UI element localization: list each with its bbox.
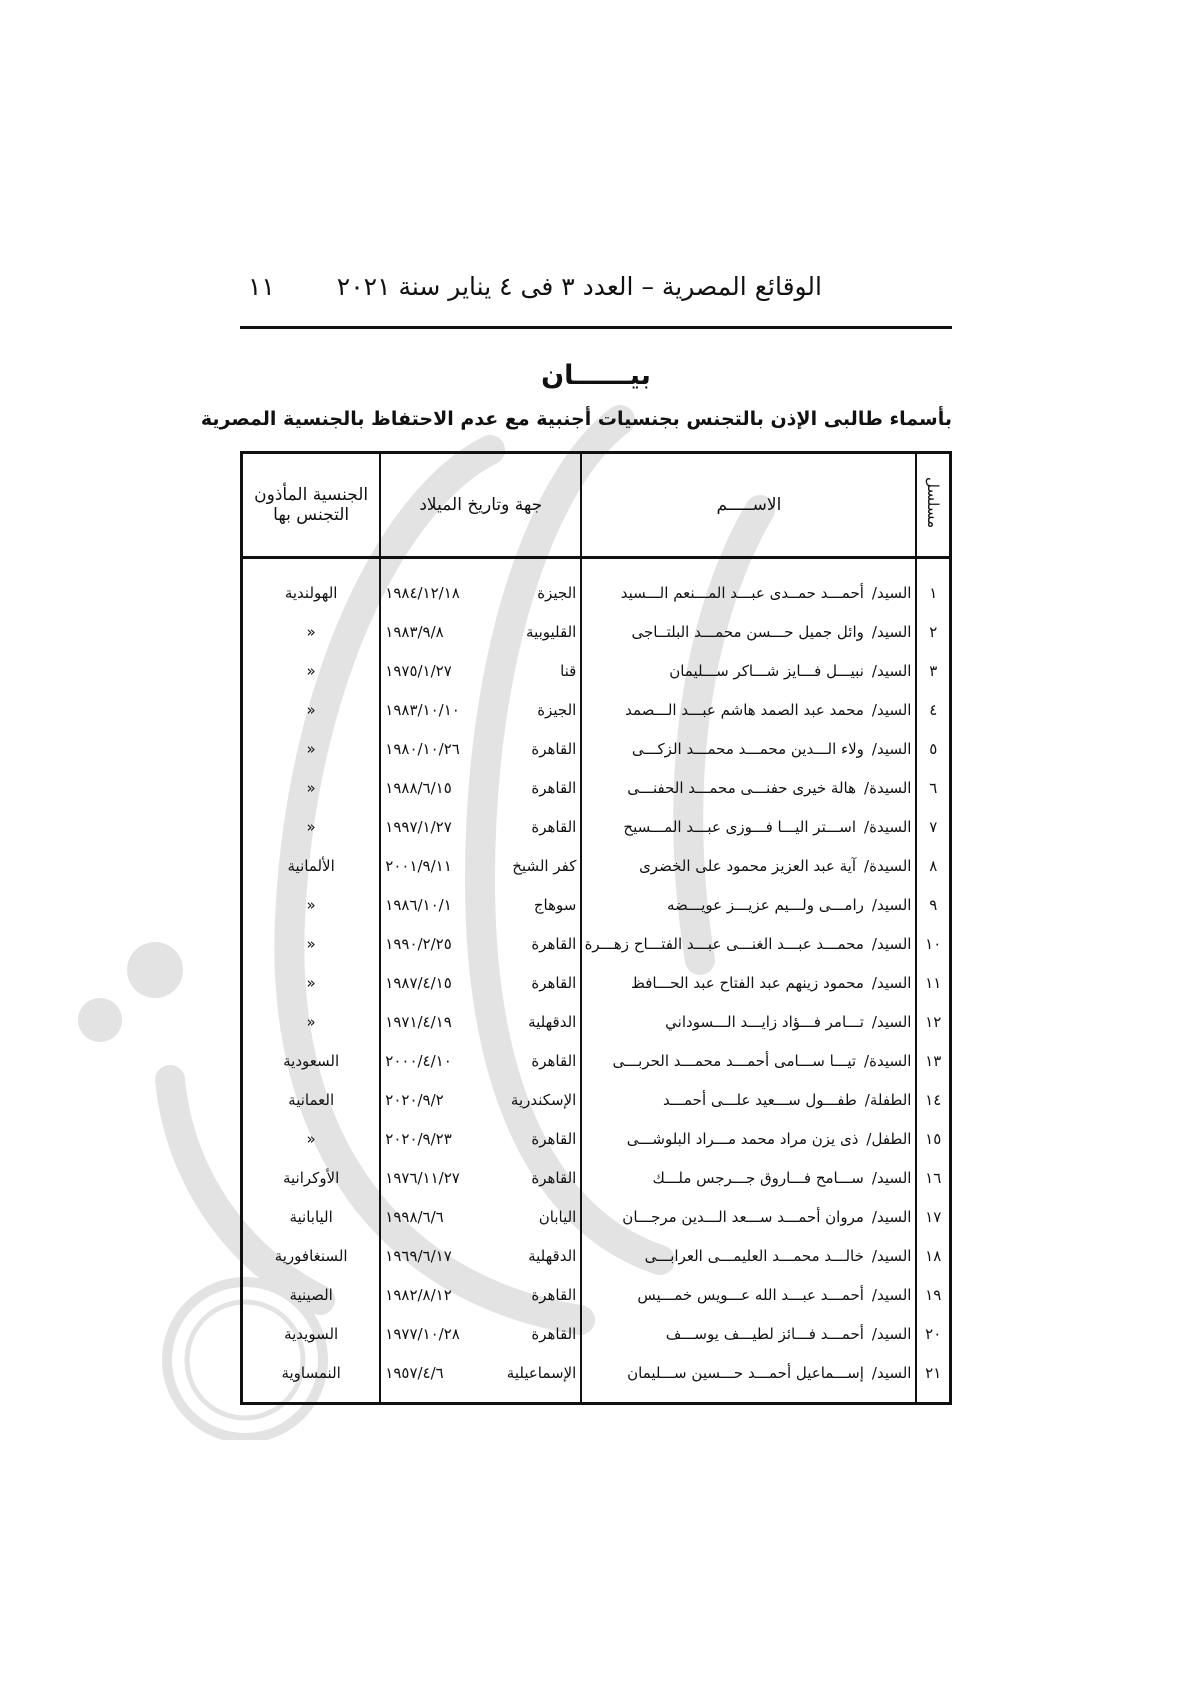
row-birth-place: القاهرة <box>531 817 577 836</box>
row-name: أحمـــد حمــدى عبـــد المـــنعم الـــسيد <box>620 583 864 602</box>
row-birth-cell <box>380 1158 581 1197</box>
row-birth-date: ١٩٩٧/١/٢٧ <box>385 817 452 836</box>
row-birth-place: كفر الشيخ <box>512 856 577 875</box>
row-nationality: « <box>242 924 381 963</box>
table-row <box>242 924 951 963</box>
row-name-cell <box>581 690 916 729</box>
row-birth-date: ١٩٨٨/٦/١٥ <box>385 778 452 797</box>
row-name-cell <box>581 963 916 1002</box>
row-serial: ٩ <box>916 885 950 924</box>
row-serial: ١٢ <box>916 1002 950 1041</box>
row-name-cell <box>581 885 916 924</box>
row-birth-place: القاهرة <box>531 1129 577 1148</box>
row-name-cell <box>581 1158 916 1197</box>
row-birth-date: ١٩٩٨/٦/٦ <box>385 1207 444 1226</box>
row-birth-place: القاهرة <box>531 934 577 953</box>
row-nationality: « <box>242 963 381 1002</box>
row-serial: ٧ <box>916 807 950 846</box>
row-serial: ٢٠ <box>916 1314 950 1353</box>
row-name-cell <box>581 768 916 807</box>
row-serial: ٥ <box>916 729 950 768</box>
row-serial: ١ <box>916 558 950 613</box>
row-nationality: الصينية <box>242 1275 381 1314</box>
row-serial: ١٩ <box>916 1275 950 1314</box>
row-name: آية عبد العزيز محمود على الخضرى <box>639 856 857 875</box>
row-name: أحمـــد فـــائز لطيـــف يوســـف <box>665 1324 864 1343</box>
row-birth-place: سوهاج <box>533 895 577 914</box>
row-name: محمـــد عبـــد الغنـــى عبـــد الفتـــاح زهـــرة <box>584 934 864 953</box>
row-birth-cell <box>380 885 581 924</box>
row-serial: ١٦ <box>916 1158 950 1197</box>
row-serial: ٤ <box>916 690 950 729</box>
table-row <box>242 651 951 690</box>
row-name-cell <box>581 558 916 613</box>
row-title: السيد/ <box>871 1324 912 1343</box>
row-title: السيد/ <box>871 1012 912 1031</box>
row-birth-cell <box>380 1353 581 1404</box>
row-serial: ١١ <box>916 963 950 1002</box>
row-birth-cell <box>380 1041 581 1080</box>
row-name-cell <box>581 1197 916 1236</box>
row-birth-cell <box>380 1080 581 1119</box>
table-row <box>242 846 951 885</box>
document-subheading: بأسماء طالبى الإذن بالتجنس بجنسيات أجنبية مع عدم الاحتفاظ بالجنسية المصرية <box>200 408 952 430</box>
row-name: مروان أحمـــد ســـعد الـــدين مرجـــان <box>622 1207 864 1226</box>
table-row <box>242 1236 951 1275</box>
row-birth-date: ١٩٧٦/١١/٢٧ <box>385 1168 460 1187</box>
table-row <box>242 690 951 729</box>
row-serial: ٢ <box>916 612 950 651</box>
row-birth-place: القاهرة <box>531 778 577 797</box>
row-birth-date: ٢٠٢٠/٩/٢ <box>385 1090 444 1109</box>
row-name-cell <box>581 924 916 963</box>
row-name-cell <box>581 612 916 651</box>
row-name: محمد عبد الصمد هاشم عبـــد الـــصمد <box>625 700 864 719</box>
row-name: نبيـــل فـــايز شـــاكر ســـليمان <box>669 661 864 680</box>
row-title: السيد/ <box>871 934 912 953</box>
row-nationality: السويدية <box>242 1314 381 1353</box>
header-birth: جهة وتاريخ الميلاد <box>380 453 581 558</box>
row-birth-cell <box>380 729 581 768</box>
row-name: إســـماعيل أحمـــد حـــسين ســـليمان <box>627 1363 864 1382</box>
row-birth-cell <box>380 1002 581 1041</box>
row-nationality: « <box>242 651 381 690</box>
row-birth-place: الدقهلية <box>528 1246 577 1265</box>
row-name: طفـــول ســـعيد علـــى أحمـــد <box>662 1090 857 1109</box>
row-serial: ١٨ <box>916 1236 950 1275</box>
row-birth-place: القاهرة <box>531 1051 577 1070</box>
row-serial: ١٣ <box>916 1041 950 1080</box>
row-name: وائل جميل حـــسن محمـــد البلتــاجى <box>631 622 864 641</box>
row-name-cell <box>581 1119 916 1158</box>
row-name-cell <box>581 651 916 690</box>
row-birth-place: الإسماعيلية <box>506 1363 577 1382</box>
row-birth-place: الجيزة <box>537 700 577 719</box>
table-row <box>242 558 951 613</box>
row-name: اســـتر اليـــا فـــوزى عبـــد المـــسيح <box>623 817 857 836</box>
table-row <box>242 1197 951 1236</box>
row-birth-date: ١٩٨٣/١٠/١٠ <box>385 700 460 719</box>
document-heading: بيــــــان <box>541 360 651 391</box>
row-name-cell <box>581 1314 916 1353</box>
row-birth-place: الجيزة <box>537 583 577 602</box>
row-name: هالة خيرى حفنـــى محمـــد الحفنـــى <box>627 778 857 797</box>
row-birth-cell <box>380 558 581 613</box>
row-nationality: الأوكرانية <box>242 1158 381 1197</box>
row-birth-place: القاهرة <box>531 1324 577 1343</box>
row-birth-cell <box>380 1275 581 1314</box>
row-nationality: الهولندية <box>242 558 381 613</box>
header-nationality: الجنسية المأذون التجنس بها <box>242 453 381 558</box>
row-birth-date: ١٩٧١/٤/١٩ <box>385 1012 452 1031</box>
row-title: الطفلة/ <box>864 1090 912 1109</box>
header-name: الاســـــم <box>581 453 916 558</box>
row-serial: ٦ <box>916 768 950 807</box>
row-name: ذى يزن مراد محمد مـــراد البلوشـــى <box>626 1129 859 1148</box>
row-name: تـــامر فـــؤاد زايـــد الـــسوداني <box>665 1012 864 1031</box>
row-birth-date: ١٩٧٧/١٠/٢٨ <box>385 1324 460 1343</box>
row-nationality: العمانية <box>242 1080 381 1119</box>
table-row <box>242 963 951 1002</box>
row-birth-place: اليابان <box>538 1207 577 1226</box>
row-title: السيد/ <box>871 739 912 758</box>
row-birth-place: القاهرة <box>531 739 577 758</box>
table-row <box>242 1314 951 1353</box>
row-serial: ١٧ <box>916 1197 950 1236</box>
row-nationality: النمساوية <box>242 1353 381 1404</box>
table-row <box>242 1275 951 1314</box>
row-nationality: « <box>242 612 381 651</box>
row-birth-date: ٢٠٠٠/٤/١٠ <box>385 1051 452 1070</box>
row-title: السيد/ <box>871 1285 912 1304</box>
table-header-row <box>242 453 951 558</box>
row-birth-date: ٢٠٠١/٩/١١ <box>385 856 452 875</box>
row-nationality: « <box>242 729 381 768</box>
row-title: السيد/ <box>871 1246 912 1265</box>
row-birth-date: ١٩٨٢/٨/١٢ <box>385 1285 452 1304</box>
row-title: السيدة/ <box>864 1051 912 1070</box>
row-name-cell <box>581 729 916 768</box>
table-row <box>242 1041 951 1080</box>
row-name-cell <box>581 807 916 846</box>
applicants-table <box>240 451 952 1405</box>
table-row <box>242 885 951 924</box>
row-nationality: « <box>242 768 381 807</box>
row-serial: ١٥ <box>916 1119 950 1158</box>
row-serial: ١٤ <box>916 1080 950 1119</box>
row-birth-date: ١٩٥٧/٤/٦ <box>385 1363 444 1382</box>
row-nationality: « <box>242 690 381 729</box>
row-birth-date: ١٩٨٧/٤/١٥ <box>385 973 452 992</box>
row-birth-date: ١٩٩٠/٢/٢٥ <box>385 934 452 953</box>
row-nationality: « <box>242 1119 381 1158</box>
table-row <box>242 729 951 768</box>
row-name-cell <box>581 1041 916 1080</box>
row-birth-cell <box>380 690 581 729</box>
row-title: السيد/ <box>871 583 912 602</box>
row-title: السيد/ <box>871 973 912 992</box>
row-serial: ٣ <box>916 651 950 690</box>
row-title: السيد/ <box>871 1207 912 1226</box>
row-birth-date: ١٩٨٠/١٠/٢٦ <box>385 739 460 758</box>
page-header <box>240 270 952 329</box>
row-birth-place: الإسكندرية <box>510 1090 577 1109</box>
row-nationality: « <box>242 885 381 924</box>
row-nationality: السعودية <box>242 1041 381 1080</box>
row-birth-place: القاهرة <box>531 1285 577 1304</box>
row-title: السيد/ <box>871 1363 912 1382</box>
row-birth-cell <box>380 1119 581 1158</box>
row-birth-cell <box>380 612 581 651</box>
row-title: السيد/ <box>871 895 912 914</box>
row-name: رامـــى ولـــيم عزيـــز عويـــضه <box>666 895 864 914</box>
page-number: ١١ <box>248 272 275 301</box>
row-serial: ٢١ <box>916 1353 950 1404</box>
row-birth-date: ١٩٨٦/١٠/١ <box>385 895 452 914</box>
row-name-cell <box>581 1275 916 1314</box>
row-birth-place: الدقهلية <box>528 1012 577 1031</box>
row-birth-place: القاهرة <box>531 973 577 992</box>
row-serial: ١٠ <box>916 924 950 963</box>
row-name: محمود زينهم عبد الفتاح عبد الحـــافظ <box>631 973 864 992</box>
row-birth-cell <box>380 807 581 846</box>
row-title: السيد/ <box>871 622 912 641</box>
row-birth-cell <box>380 768 581 807</box>
row-title: السيد/ <box>871 661 912 680</box>
row-name: خالـــد محمـــد العليمـــى العرابـــى <box>644 1246 864 1265</box>
row-birth-cell <box>380 1314 581 1353</box>
row-serial: ٨ <box>916 846 950 885</box>
row-nationality: « <box>242 807 381 846</box>
row-name: ســـامح فـــاروق جـــرجس ملـــك <box>652 1168 864 1187</box>
row-name-cell <box>581 1080 916 1119</box>
row-name: ولاء الـــدين محمـــد محمـــد الزكـــى <box>631 739 864 758</box>
row-title: السيد/ <box>871 1168 912 1187</box>
row-name-cell <box>581 1353 916 1404</box>
table-row <box>242 1353 951 1404</box>
row-title: الطفل/ <box>866 1129 912 1148</box>
row-birth-cell <box>380 651 581 690</box>
row-birth-place: قنا <box>560 661 577 680</box>
row-name: أحمـــد عبـــد الله عـــويس خمـــيس <box>637 1285 864 1304</box>
row-birth-date: ١٩٦٩/٦/١٧ <box>385 1246 452 1265</box>
row-birth-cell <box>380 1236 581 1275</box>
row-birth-date: ١٩٨٤/١٢/١٨ <box>385 583 460 602</box>
gazette-title: الوقائع المصرية – العدد ٣ فى ٤ يناير سنة ٢٠٢١ <box>336 272 822 301</box>
row-name-cell <box>581 1002 916 1041</box>
row-nationality: الألمانية <box>242 846 381 885</box>
table-row <box>242 1158 951 1197</box>
table-row <box>242 768 951 807</box>
row-name: تيـــا ســـامى أحمـــد محمـــد الحربـــى <box>612 1051 857 1070</box>
row-birth-cell <box>380 846 581 885</box>
row-birth-date: ١٩٧٥/١/٢٧ <box>385 661 452 680</box>
row-birth-cell <box>380 963 581 1002</box>
row-nationality: « <box>242 1002 381 1041</box>
table-row <box>242 1002 951 1041</box>
row-title: السيدة/ <box>864 817 912 836</box>
table-row <box>242 807 951 846</box>
row-title: السيد/ <box>871 700 912 719</box>
header-serial: مسلسل <box>916 453 950 558</box>
row-title: السيدة/ <box>864 778 912 797</box>
table-row <box>242 1080 951 1119</box>
row-title: السيدة/ <box>864 856 912 875</box>
row-nationality: السنغافورية <box>242 1236 381 1275</box>
row-name-cell <box>581 1236 916 1275</box>
row-birth-date: ٢٠٢٠/٩/٢٣ <box>385 1129 452 1148</box>
table-row <box>242 1119 951 1158</box>
row-birth-place: القاهرة <box>531 1168 577 1187</box>
row-name-cell <box>581 846 916 885</box>
row-birth-cell <box>380 1197 581 1236</box>
row-birth-place: القليوبية <box>526 622 577 641</box>
table-row <box>242 612 951 651</box>
row-birth-cell <box>380 924 581 963</box>
row-nationality: اليابانية <box>242 1197 381 1236</box>
row-birth-date: ١٩٨٣/٩/٨ <box>385 622 444 641</box>
